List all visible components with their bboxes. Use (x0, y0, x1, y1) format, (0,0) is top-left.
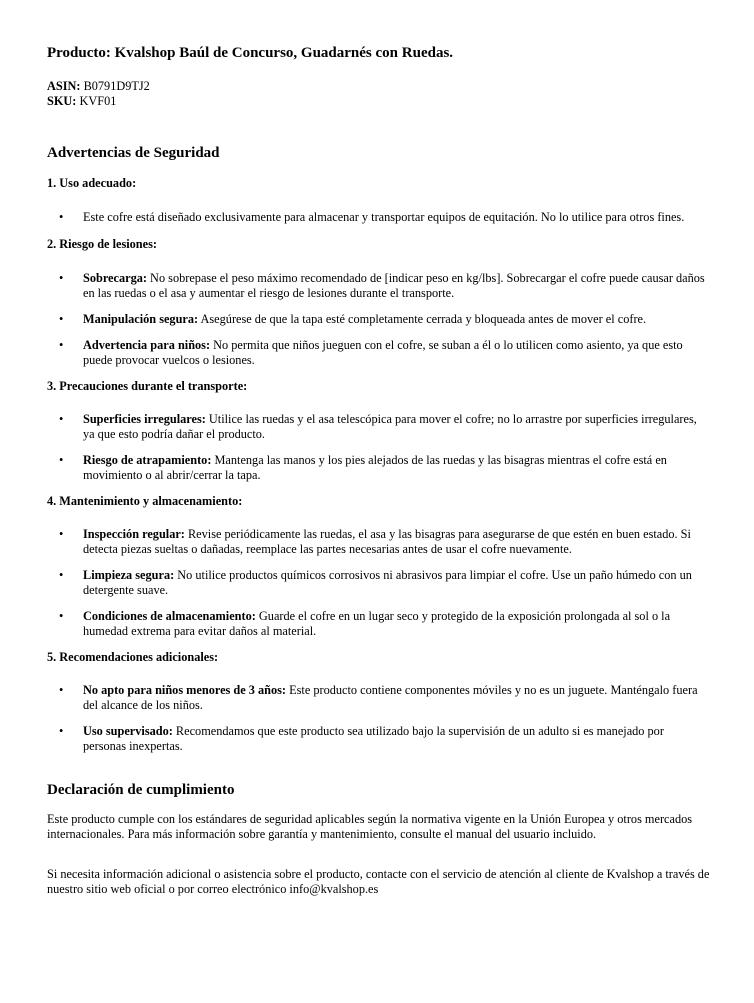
item-text: No sobrepase el peso máximo recomendado de [indicar peso en kg/lbs]. Sobrecargar el cofre puede causar daños en las ruedas o el asa y aumentar el riesgo de lesiones durante el transporte. (83, 271, 705, 300)
section-list-additional-recommendations (47, 683, 714, 754)
item-label: Limpieza segura: (83, 568, 175, 582)
list-item (47, 312, 714, 327)
list-item (47, 527, 714, 557)
product-identifiers (47, 79, 714, 109)
list-item (47, 412, 714, 442)
item-label: No apto para niños menores de 3 años: (83, 683, 287, 697)
bullet-icon: • (59, 609, 64, 623)
bullet-icon: • (59, 412, 64, 426)
bullet-icon: • (59, 568, 64, 582)
section-heading-maintenance-storage: 4. Mantenimiento y almacenamiento: (47, 494, 243, 508)
item-text: Guarde el cofre en un lugar seco y protegido de la exposición prolongada al sol o la humedad extrema para evitar daños al material. (83, 609, 671, 638)
section-list-transport-precautions (47, 412, 714, 483)
bullet-icon: • (59, 210, 64, 224)
item-text: Este cofre está diseñado exclusivamente para almacenar y transportar equipos de equitación. No lo utilice para otros fines. (83, 210, 685, 224)
list-item (47, 271, 714, 301)
section-heading-injury-risk: 2. Riesgo de lesiones: (47, 237, 157, 251)
bullet-icon: • (59, 312, 64, 326)
compliance-heading: Declaración de cumplimiento (47, 782, 235, 798)
list-item (47, 453, 714, 483)
section-heading-proper-use: 1. Uso adecuado: (47, 176, 137, 190)
asin-value: B0791D9TJ2 (83, 79, 150, 93)
item-text: Este producto contiene componentes móviles y no es un juguete. Manténgalo fuera del alcance de los niños. (83, 683, 698, 712)
section-list-injury-risk (47, 271, 714, 368)
item-text: No permita que niños jueguen con el cofre, se suban a él o lo utilicen como asiento, ya que esto puede provocar vuelcos o lesiones. (83, 338, 683, 367)
item-label: Inspección regular: (83, 527, 185, 541)
list-item (47, 568, 714, 598)
product-title: Producto: Kvalshop Baúl de Concurso, Guadarnés con Ruedas. (47, 45, 454, 61)
list-item (47, 683, 714, 713)
item-text: Utilice las ruedas y el asa telescópica para mover el cofre; no lo arrastre por superficies irregulares, ya que esto podría dañar el producto. (83, 412, 697, 441)
item-label: Condiciones de almacenamiento: (83, 609, 256, 623)
list-item (47, 609, 714, 639)
bullet-icon: • (59, 527, 64, 541)
item-label: Uso supervisado: (83, 724, 173, 738)
section-list-maintenance-storage (47, 527, 714, 639)
bullet-icon: • (59, 453, 64, 467)
item-text: Asegúrese de que la tapa esté completamente cerrada y bloqueada antes de mover el cofre. (198, 312, 647, 326)
bullet-icon: • (59, 271, 64, 285)
bullet-icon: • (59, 724, 64, 738)
list-item (47, 724, 714, 754)
contact-paragraph: Si necesita información adicional o asistencia sobre el producto, contacte con el servicio de atención al cliente de Kvalshop a través de nuestro sitio web oficial o por correo electrónico info@kvalshop.es (47, 867, 710, 896)
section-list-proper-use (47, 210, 714, 225)
asin-label: ASIN: (47, 79, 81, 93)
item-text: Mantenga las manos y los pies alejados de las ruedas y las bisagras mientras el cofre está en movimiento o al abrir/cerrar la tapa. (83, 453, 667, 482)
safety-warnings-heading: Advertencias de Seguridad (47, 145, 220, 161)
sku-value: KVF01 (79, 94, 117, 108)
item-label: Manipulación segura: (83, 312, 199, 326)
item-text: Revise periódicamente las ruedas, el asa y las bisagras para asegurarse de que estén en buen estado. Si detecta piezas sueltas o dañadas, reemplace las partes necesarias antes de usar el cofre nuevamente. (83, 527, 691, 556)
list-item (47, 210, 714, 225)
bullet-icon: • (59, 338, 64, 352)
item-label: Superficies irregulares: (83, 412, 206, 426)
item-label: Riesgo de atrapamiento: (83, 453, 212, 467)
item-text: Recomendamos que este producto sea utilizado bajo la supervisión de un adulto si es manejado por personas inexpertas. (83, 724, 664, 753)
bullet-icon: • (59, 683, 64, 697)
section-heading-additional-recommendations: 5. Recomendaciones adicionales: (47, 650, 219, 664)
section-heading-transport-precautions: 3. Precauciones durante el transporte: (47, 379, 248, 393)
list-item (47, 338, 714, 368)
item-text: No utilice productos químicos corrosivos ni abrasivos para limpiar el cofre. Use un paño húmedo con un detergente suave. (83, 568, 692, 597)
compliance-paragraph: Este producto cumple con los estándares de seguridad aplicables según la normativa vigente en la Unión Europea y otros mercados internacionales. Para más información sobre garantía y mantenimiento, consulte el manual del usuario incluido. (47, 812, 693, 841)
item-label: Sobrecarga: (83, 271, 147, 285)
asin-row (47, 79, 714, 94)
item-label: Advertencia para niños: (83, 338, 211, 352)
sku-row (47, 94, 714, 109)
sku-label: SKU: (47, 94, 77, 108)
